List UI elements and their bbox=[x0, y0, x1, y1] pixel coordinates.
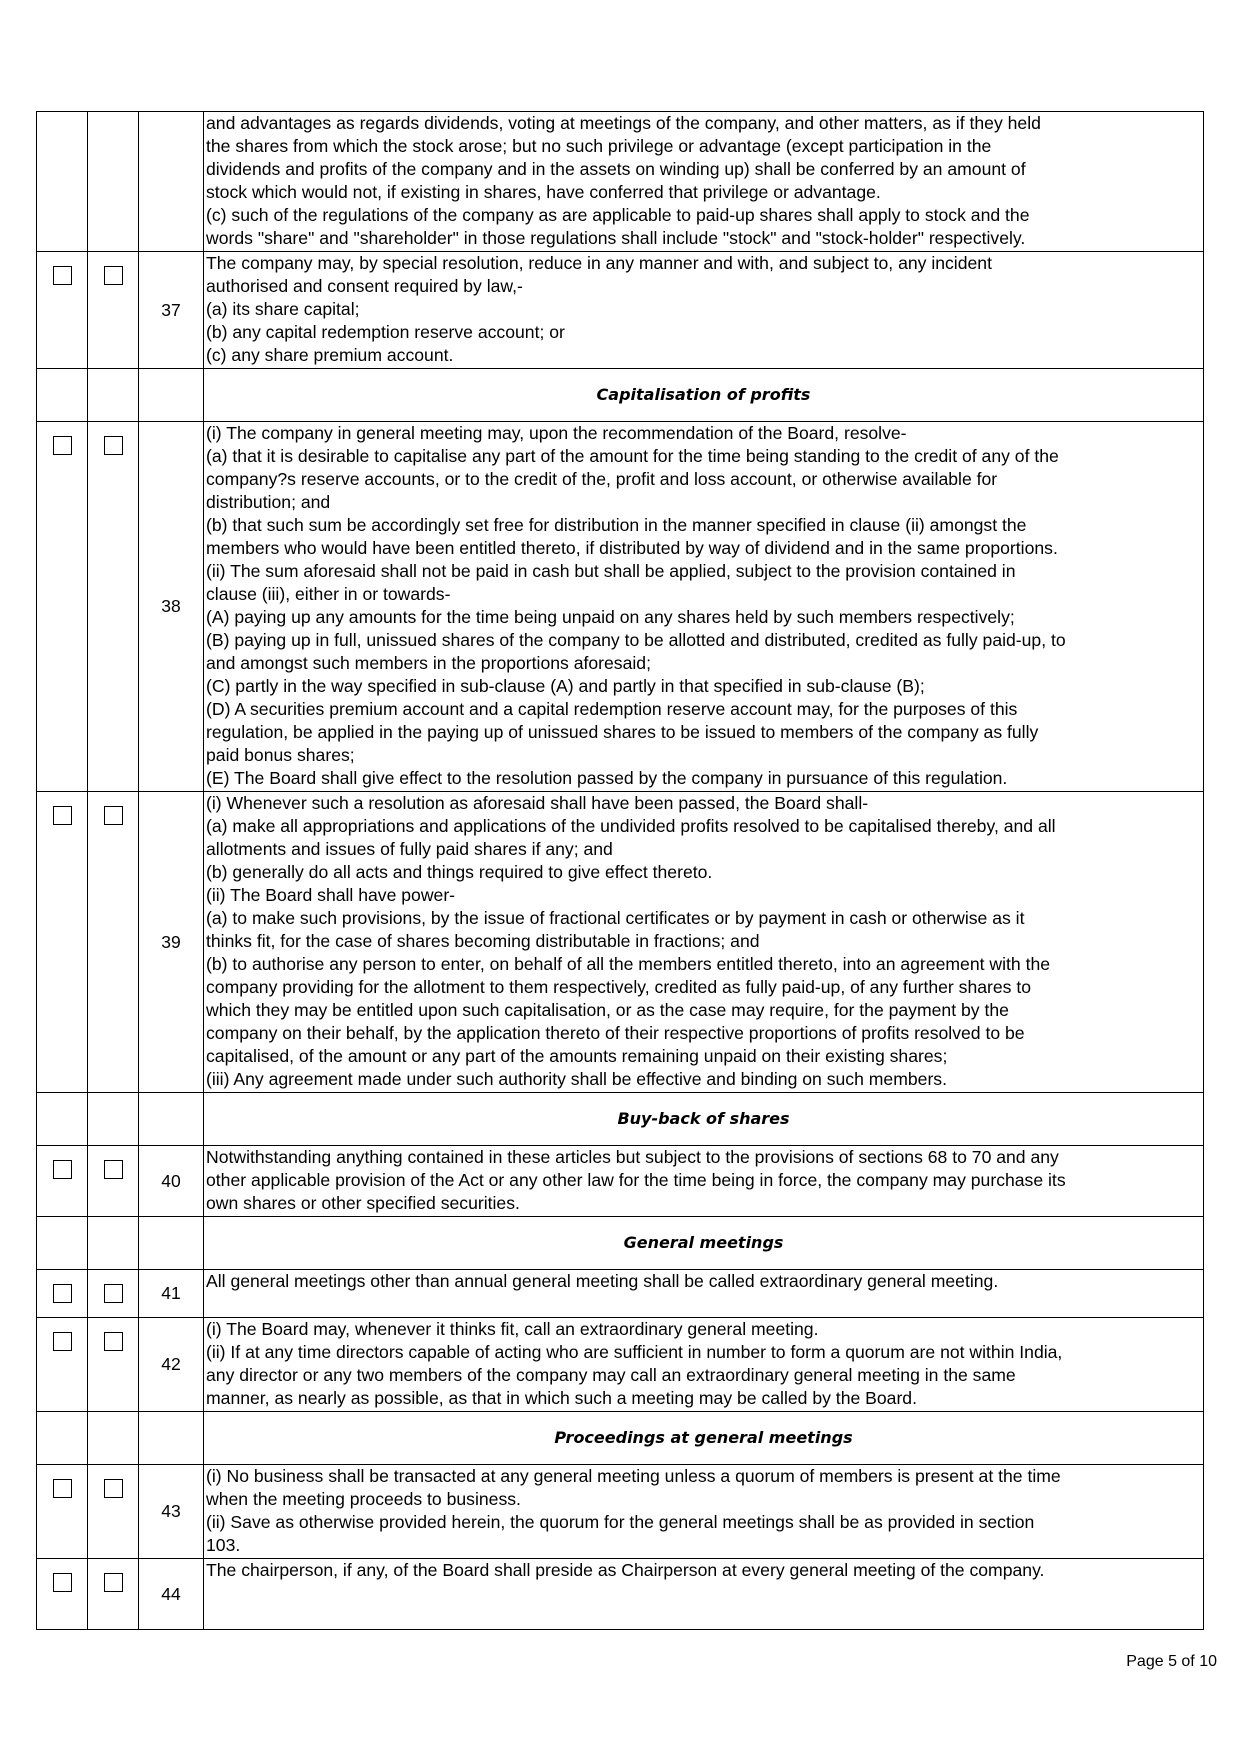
checkbox-cell bbox=[37, 1146, 88, 1217]
checkbox-cell bbox=[37, 1318, 88, 1412]
article-text-line: (i) The company in general meeting may, upon the recommendation of the Board, resolve- bbox=[206, 423, 907, 443]
checkbox[interactable] bbox=[53, 806, 72, 825]
article-row bbox=[37, 1559, 1204, 1630]
checkbox[interactable] bbox=[104, 1573, 123, 1592]
article-number: 37 bbox=[139, 252, 204, 369]
article-text bbox=[204, 1318, 1204, 1412]
article-text-line: other applicable provision of the Act or any other law for the time being in force, the company may purchase its bbox=[206, 1170, 1066, 1190]
article-text-line: (a) its share capital; bbox=[206, 299, 360, 319]
section-heading-row bbox=[37, 369, 1204, 422]
article-text-line: (c) such of the regulations of the company as are applicable to paid-up shares shall apply to stock and the bbox=[206, 205, 1030, 225]
article-text-line: The company may, by special resolution, reduce in any manner and with, and subject to, any incident bbox=[206, 253, 992, 273]
article-text-line: Notwithstanding anything contained in these articles but subject to the provisions of sections 68 to 70 and any bbox=[206, 1147, 1059, 1167]
checkbox[interactable] bbox=[104, 806, 123, 825]
article-text-line: (ii) If at any time directors capable of acting who are sufficient in number to form a quorum are not within India, bbox=[206, 1342, 1063, 1362]
article-text-line bbox=[206, 1582, 1201, 1605]
article-text-line: company providing for the allotment to them respectively, credited as fully paid-up, of any further shares to bbox=[206, 977, 1032, 997]
checkbox-cell bbox=[37, 1559, 88, 1630]
checkbox[interactable] bbox=[53, 1284, 72, 1303]
articles-table bbox=[36, 111, 1204, 1630]
section-heading: Buy-back of shares bbox=[204, 1093, 1204, 1146]
article-text-line: any director or any two members of the company may call an extraordinary general meeting in the same bbox=[206, 1365, 1016, 1385]
checkbox[interactable] bbox=[104, 436, 123, 455]
article-text bbox=[204, 1559, 1204, 1630]
article-text-line: (c) any share premium account. bbox=[206, 345, 454, 365]
page-number: Page 5 of 10 bbox=[1126, 1653, 1217, 1670]
article-text-line: (b) generally do all acts and things required to give effect thereto. bbox=[206, 862, 713, 882]
article-text-line: members who would have been entitled thereto, if distributed by way of dividend and in the same proportions. bbox=[206, 538, 1058, 558]
section-heading: Proceedings at general meetings bbox=[204, 1412, 1204, 1465]
checkbox[interactable] bbox=[53, 1479, 72, 1498]
checkbox-cell bbox=[88, 1559, 139, 1630]
article-text-line: own shares or other specified securities. bbox=[206, 1193, 520, 1213]
section-heading-row bbox=[37, 1412, 1204, 1465]
article-text-line bbox=[206, 1605, 1201, 1628]
article-text-line: (ii) The sum aforesaid shall not be paid in cash but shall be applied, subject to the provision contained in bbox=[206, 561, 1016, 581]
checkbox[interactable] bbox=[53, 1332, 72, 1351]
article-text bbox=[204, 252, 1204, 369]
article-text-line: company on their behalf, by the application thereto of their respective proportions of profits resolved to be bbox=[206, 1023, 1025, 1043]
article-text-line: when the meeting proceeds to business. bbox=[206, 1489, 521, 1509]
article-text-line: clause (iii), either in or towards- bbox=[206, 584, 451, 604]
article-text-line: stock which would not, if existing in shares, have conferred that privilege or advantage. bbox=[206, 182, 881, 202]
article-number bbox=[139, 112, 204, 252]
article-row bbox=[37, 1465, 1204, 1559]
article-text-line: (b) that such sum be accordingly set free for distribution in the manner specified in clause (ii) amongst the bbox=[206, 515, 1027, 535]
article-text-line: company?s reserve accounts, or to the credit of the, profit and loss account, or otherwise available for bbox=[206, 469, 998, 489]
article-text-line: The chairperson, if any, of the Board shall preside as Chairperson at every general meeting of the company. bbox=[206, 1560, 1045, 1580]
checkbox-cell bbox=[88, 792, 139, 1093]
checkbox-cell bbox=[88, 252, 139, 369]
article-text-line: (E) The Board shall give effect to the resolution passed by the company in pursuance of this regulation. bbox=[206, 768, 1008, 788]
checkbox[interactable] bbox=[104, 266, 123, 285]
checkbox-cell bbox=[37, 252, 88, 369]
checkbox[interactable] bbox=[53, 1573, 72, 1592]
empty-cell bbox=[139, 1217, 204, 1270]
article-row bbox=[37, 1270, 1204, 1318]
article-text bbox=[204, 422, 1204, 792]
article-text-line: (ii) Save as otherwise provided herein, the quorum for the general meetings shall be as provided in section bbox=[206, 1512, 1035, 1532]
empty-cell bbox=[139, 1412, 204, 1465]
empty-cell bbox=[88, 1412, 139, 1465]
article-number: 39 bbox=[139, 792, 204, 1093]
article-text bbox=[204, 1465, 1204, 1559]
article-text-line: regulation, be applied in the paying up of unissued shares to be issued to members of the company as fully bbox=[206, 722, 1039, 742]
checkbox-cell bbox=[37, 422, 88, 792]
article-text-line: manner, as nearly as possible, as that in which such a meeting may be called by the Board. bbox=[206, 1388, 917, 1408]
empty-cell bbox=[37, 1412, 88, 1465]
article-text-line: thinks fit, for the case of shares becoming distributable in fractions; and bbox=[206, 931, 760, 951]
checkbox[interactable] bbox=[53, 266, 72, 285]
article-text-line: All general meetings other than annual general meeting shall be called extraordinary general meeting. bbox=[206, 1271, 999, 1291]
article-text-line: (a) that it is desirable to capitalise any part of the amount for the time being standing to the credit of any of the bbox=[206, 446, 1059, 466]
checkbox-cell bbox=[37, 1465, 88, 1559]
article-row bbox=[37, 792, 1204, 1093]
checkbox-cell bbox=[88, 422, 139, 792]
section-heading-row bbox=[37, 1093, 1204, 1146]
article-text-line: (iii) Any agreement made under such authority shall be effective and binding on such members. bbox=[206, 1069, 947, 1089]
article-text-line: (b) any capital redemption reserve account; or bbox=[206, 322, 565, 342]
checkbox[interactable] bbox=[53, 436, 72, 455]
checkbox-cell bbox=[88, 1318, 139, 1412]
checkbox[interactable] bbox=[53, 1160, 72, 1179]
article-text-line: 103. bbox=[206, 1535, 241, 1555]
article-number: 38 bbox=[139, 422, 204, 792]
article-row bbox=[37, 252, 1204, 369]
article-text bbox=[204, 792, 1204, 1093]
article-text-line: (A) paying up any amounts for the time being unpaid on any shares held by such members respectively; bbox=[206, 607, 1015, 627]
article-row bbox=[37, 1318, 1204, 1412]
article-text-line: and amongst such members in the proportions aforesaid; bbox=[206, 653, 651, 673]
article-text-line: (C) partly in the way specified in sub-clause (A) and partly in that specified in sub-clause (B); bbox=[206, 676, 925, 696]
empty-cell bbox=[88, 1217, 139, 1270]
checkbox-cell bbox=[37, 1270, 88, 1318]
article-text-line: (i) The Board may, whenever it thinks fit, call an extraordinary general meeting. bbox=[206, 1319, 819, 1339]
checkbox-cell bbox=[88, 1465, 139, 1559]
article-text-line: the shares from which the stock arose; but no such privilege or advantage (except participation in the bbox=[206, 136, 992, 156]
empty-cell bbox=[37, 1217, 88, 1270]
article-text-line: authorised and consent required by law,- bbox=[206, 276, 523, 296]
article-text-line: (i) Whenever such a resolution as aforesaid shall have been passed, the Board shall- bbox=[206, 793, 869, 813]
article-number: 41 bbox=[139, 1270, 204, 1318]
article-text bbox=[204, 1270, 1204, 1318]
section-heading-row bbox=[37, 1217, 1204, 1270]
section-heading: Capitalisation of profits bbox=[204, 369, 1204, 422]
article-text-line: (i) No business shall be transacted at any general meeting unless a quorum of members is present at the time bbox=[206, 1466, 1061, 1486]
article-number: 42 bbox=[139, 1318, 204, 1412]
checkbox[interactable] bbox=[104, 1160, 123, 1179]
empty-cell bbox=[88, 1093, 139, 1146]
checkbox[interactable] bbox=[104, 1284, 123, 1303]
checkbox-cell bbox=[88, 1270, 139, 1318]
article-row bbox=[37, 422, 1204, 792]
article-text-line: words "share" and "shareholder" in those regulations shall include "stock" and "stock-holder" respectively. bbox=[206, 228, 1026, 248]
article-row bbox=[37, 112, 1204, 252]
article-text-line: (a) make all appropriations and applications of the undivided profits resolved to be capitalised thereby, and all bbox=[206, 816, 1056, 836]
empty-cell bbox=[88, 112, 139, 252]
empty-cell bbox=[88, 369, 139, 422]
article-text-line: which they may be entitled upon such capitalisation, or as the case may require, for the payment by the bbox=[206, 1000, 1009, 1020]
article-text-line: (ii) The Board shall have power- bbox=[206, 885, 456, 905]
article-text bbox=[204, 1146, 1204, 1217]
article-text-line: paid bonus shares; bbox=[206, 745, 355, 765]
empty-cell bbox=[37, 369, 88, 422]
empty-cell bbox=[139, 369, 204, 422]
article-text-line: and advantages as regards dividends, voting at meetings of the company, and other matters, as if they held bbox=[206, 113, 1041, 133]
article-text-line: capitalised, of the amount or any part of the amounts remaining unpaid on their existing shares; bbox=[206, 1046, 948, 1066]
section-heading: General meetings bbox=[204, 1217, 1204, 1270]
article-number: 40 bbox=[139, 1146, 204, 1217]
checkbox-cell bbox=[88, 1146, 139, 1217]
article-text-line: (b) to authorise any person to enter, on behalf of all the members entitled thereto, into an agreement with the bbox=[206, 954, 1051, 974]
checkbox[interactable] bbox=[104, 1479, 123, 1498]
empty-cell bbox=[139, 1093, 204, 1146]
checkbox-cell bbox=[37, 792, 88, 1093]
article-text-line: dividends and profits of the company and in the assets on winding up) shall be conferred by an amount of bbox=[206, 159, 1026, 179]
article-text-line: (a) to make such provisions, by the issue of fractional certificates or by payment in cash or otherwise as it bbox=[206, 908, 1025, 928]
empty-cell bbox=[37, 1093, 88, 1146]
empty-cell bbox=[37, 112, 88, 252]
article-text-line bbox=[206, 1293, 1201, 1316]
article-number: 43 bbox=[139, 1465, 204, 1559]
article-text-line: (B) paying up in full, unissued shares of the company to be allotted and distributed, credited as fully paid-up, to bbox=[206, 630, 1066, 650]
checkbox[interactable] bbox=[104, 1332, 123, 1351]
article-text-line: allotments and issues of fully paid shares if any; and bbox=[206, 839, 613, 859]
article-text bbox=[204, 112, 1204, 252]
article-number: 44 bbox=[139, 1559, 204, 1630]
article-text-line: (D) A securities premium account and a capital redemption reserve account may, for the purposes of this bbox=[206, 699, 1018, 719]
article-text-line: distribution; and bbox=[206, 492, 331, 512]
article-row bbox=[37, 1146, 1204, 1217]
